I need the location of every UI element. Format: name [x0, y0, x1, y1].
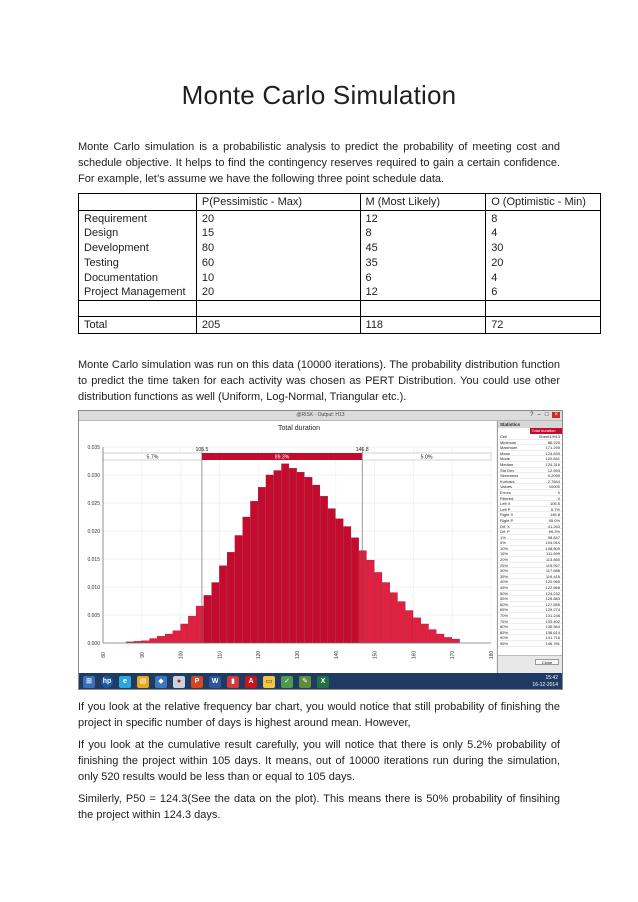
file-explorer-icon[interactable]: ▤ — [137, 676, 149, 688]
histogram-bar — [359, 551, 366, 643]
stats-label: Filtered — [500, 495, 514, 501]
histogram-bar — [219, 566, 226, 643]
table-cell: 20 — [486, 256, 601, 271]
internet-explorer-icon[interactable]: e — [119, 676, 131, 688]
table-cell: 118 — [360, 317, 486, 334]
stats-value: 115.957 — [545, 562, 560, 568]
x-tick-label: 120 — [256, 650, 263, 660]
histogram-bar — [243, 517, 250, 643]
stats-label: Skewness — [500, 473, 519, 479]
y-tick-label: 0.005 — [87, 613, 100, 619]
stats-label: 45% — [500, 585, 509, 591]
stats-label: 30% — [500, 568, 509, 574]
stats-label: 1% — [500, 534, 506, 540]
histogram-bar — [212, 583, 219, 643]
table-cell: 60 — [196, 256, 360, 271]
app-icon[interactable]: ◆ — [155, 676, 167, 688]
stats-label: Median — [500, 461, 514, 467]
table-header-cell: O (Optimistic - Min) — [486, 194, 601, 211]
table-header-cell — [79, 194, 197, 211]
window-titlebar — [79, 411, 562, 421]
histogram-bar — [336, 519, 343, 643]
stats-value: 0.2099 — [547, 473, 560, 479]
stats-label: Cell — [500, 434, 507, 439]
table-cell — [486, 301, 601, 317]
histogram-bar — [157, 636, 164, 643]
word-icon[interactable]: W — [209, 676, 221, 688]
stats-value: 104.914 — [545, 540, 560, 546]
y-tick-label: 0.035 — [87, 445, 100, 451]
stats-title: Statistics — [498, 421, 563, 428]
close-icon[interactable]: × — [554, 412, 558, 418]
powerpoint-icon[interactable]: P — [191, 676, 203, 688]
table-header-cell: M (Most Likely) — [360, 194, 486, 211]
stats-value: 141.716 — [545, 635, 560, 641]
stats-label: Maximum — [500, 445, 518, 451]
y-tick-label: 0.010 — [87, 585, 100, 591]
histogram-bar — [375, 572, 382, 643]
table-header-row — [79, 194, 601, 211]
stats-value: Sheet1!H13 — [538, 434, 560, 439]
minimize-icon[interactable]: – — [537, 412, 545, 418]
x-tick-label: 170 — [450, 650, 457, 660]
stats-value: 124.316 — [545, 461, 560, 467]
stats-label: Values — [500, 484, 512, 490]
stats-value: 125.883 — [545, 596, 560, 602]
stats-value: 98.847 — [547, 534, 560, 540]
table-cell: Documentation — [79, 271, 197, 286]
histogram-bar — [204, 595, 211, 643]
stats-label: Mode — [500, 456, 511, 462]
right-pct-label: 5.0% — [420, 454, 433, 461]
table-row — [79, 271, 601, 286]
table-cell: Requirement — [79, 211, 197, 226]
table-cell: 20 — [196, 286, 360, 301]
stats-value: 122.568 — [545, 585, 560, 591]
stats-label: Right P — [500, 517, 514, 523]
table-row — [79, 241, 601, 256]
risk-screenshot — [78, 410, 563, 690]
stats-value: 111.699 — [546, 551, 560, 557]
stats-label: 55% — [500, 596, 509, 602]
taskbar-date: 16-12-2014 — [532, 682, 558, 688]
stats-value: 124.833 — [545, 450, 560, 456]
table-cell: 8 — [486, 211, 601, 226]
stats-value: 86.220 — [547, 439, 560, 445]
stats-value: 133.402 — [545, 618, 560, 624]
histogram-bar — [351, 538, 358, 643]
maximize-icon[interactable]: □ — [544, 412, 553, 418]
histogram-bar — [452, 639, 459, 643]
help-icon[interactable]: ? — [530, 412, 538, 418]
table-row — [79, 286, 601, 301]
stats-value: 41.263 — [547, 523, 560, 529]
histogram-bar — [413, 618, 420, 643]
table-blank-row — [79, 301, 601, 317]
table-cell: Development — [79, 241, 197, 256]
histogram-bar — [274, 471, 281, 643]
app-green-icon[interactable]: ✓ — [281, 676, 293, 688]
x-tick-label: 150 — [372, 650, 379, 660]
stats-label: 95% — [500, 640, 509, 646]
table-cell: 6 — [486, 286, 601, 301]
stats-value: 120.965 — [545, 579, 560, 585]
table-cell — [79, 301, 197, 317]
chrome-icon[interactable]: ● — [173, 676, 185, 688]
stats-value: 12.593 — [547, 467, 560, 473]
stats-value: 105.5 — [549, 501, 560, 507]
stats-value: 131.248 — [545, 613, 560, 618]
stats-label: 65% — [500, 607, 509, 613]
histogram-bar — [328, 509, 335, 643]
window-controls[interactable] — [530, 412, 560, 418]
stats-buttons — [498, 655, 563, 673]
stats-value: 119.415 — [545, 573, 560, 579]
stats-value: 108.809 — [545, 545, 560, 551]
histogram-bar — [297, 472, 304, 643]
close-button[interactable]: Close — [535, 659, 559, 665]
table-cell: 10 — [196, 271, 360, 286]
y-tick-label: 0.020 — [87, 529, 100, 535]
histogram-bar — [429, 630, 436, 643]
stats-label: 25% — [500, 562, 509, 568]
table-cell: 30 — [486, 241, 601, 256]
folder-icon[interactable]: ▭ — [263, 676, 275, 688]
cumulative-paragraph: If you look at the cumulative result carefully, you will notice that there is only 5.2% probability of finishing the project within 105 days. It means, out of 10000 iterations run during the simulation, only 520 results would be less than or equal to 105 days. — [78, 739, 560, 783]
stats-label: Kurtosis — [500, 478, 515, 484]
stats-label: Dif. X — [500, 523, 510, 529]
histogram-bar — [398, 602, 405, 643]
histogram-bar — [367, 560, 374, 643]
stats-value: 5.7% — [550, 506, 560, 512]
stats-label: Errors — [500, 489, 511, 495]
stats-label: 35% — [500, 573, 509, 579]
stats-value: 95.0% — [548, 517, 560, 523]
histogram-bar — [289, 468, 296, 643]
stats-label: 50% — [500, 590, 509, 596]
stats-value: 113.850 — [545, 557, 560, 563]
histogram-bar — [305, 477, 312, 643]
x-tick-label: 160 — [411, 650, 418, 660]
chart-bars — [126, 464, 459, 643]
x-tick-label: 110 — [217, 651, 224, 659]
stats-label: 90% — [500, 635, 509, 641]
frequency-paragraph: If you look at the relative frequency bar chart, you would notice that still probability of finishing the project in specific number of days is highest around mean. However, — [78, 701, 560, 729]
table-cell: Testing — [79, 256, 197, 271]
histogram-bar — [266, 475, 273, 643]
histogram-bar — [437, 634, 444, 643]
histogram-bar — [281, 464, 288, 643]
stats-row — [498, 641, 563, 647]
stats-value: 10000 — [548, 484, 560, 490]
windows-start-icon[interactable]: ⊞ — [83, 676, 95, 688]
table-cell: 20 — [196, 211, 360, 226]
table-cell: 12 — [360, 211, 486, 226]
histogram-bar — [382, 583, 389, 643]
stats-label: Mean — [500, 450, 511, 456]
histogram-bar — [258, 487, 265, 643]
intro-paragraph: Monte Carlo simulation is a probabilistic analysis to predict the probability of meeting cost and schedule objective. It helps to find the contingency reserves required to gain a certain confidence. For example, let’s assume we have the following three point schedule data. — [78, 141, 560, 185]
table-total-row — [79, 317, 601, 334]
stats-value: 138.614 — [545, 629, 560, 635]
table-cell: Total — [79, 317, 197, 334]
left-pct-label: 5.7% — [146, 454, 159, 461]
stats-label: 60% — [500, 601, 509, 607]
histogram-bar — [421, 624, 428, 643]
table-cell — [196, 301, 360, 317]
statistics-pane — [497, 421, 563, 673]
histogram-bar — [313, 485, 320, 643]
table-cell: 15 — [196, 226, 360, 241]
stats-value: 117.688 — [545, 568, 560, 574]
stats-table — [498, 434, 563, 647]
table-cell: 80 — [196, 241, 360, 256]
x-tick-label: 100 — [178, 650, 185, 660]
taskbar-clock[interactable] — [532, 675, 558, 689]
histogram-bar — [227, 552, 234, 643]
stats-label: Minimum — [500, 439, 517, 445]
table-cell: 205 — [196, 317, 360, 334]
simulation-paragraph: Monte Carlo simulation was run on this data (10000 iterations). The probability distribution function to predict the time taken for each activity was chosen as PERT Distribution. You could use other distribution functions as well (Uniform, Log-Normal, Triangular etc.). — [78, 359, 560, 403]
windows-taskbar — [79, 673, 562, 690]
hp-icon[interactable]: hp — [101, 676, 113, 688]
table-cell: 4 — [486, 271, 601, 286]
stats-value: 0 — [557, 495, 560, 501]
app-green-icon-2[interactable]: ✎ — [299, 676, 311, 688]
stats-label: 70% — [500, 613, 509, 618]
table-header-cell: P(Pessimistic - Max) — [196, 194, 360, 211]
stats-label: 85% — [500, 629, 509, 635]
stats-label: 40% — [500, 579, 509, 585]
stats-value: 89.3% — [548, 529, 560, 535]
histogram-bar — [188, 616, 195, 643]
stats-value: 135.564 — [545, 624, 560, 630]
y-tick-label: 0.030 — [87, 473, 100, 479]
page-title: Monte Carlo Simulation — [181, 80, 457, 110]
y-tick-label: 0.025 — [87, 501, 100, 507]
x-tick-label: 80 — [101, 652, 107, 658]
table-row — [79, 211, 601, 226]
histogram-bar — [196, 606, 203, 643]
table-cell: 6 — [360, 271, 486, 286]
left-x-label: 105.5 — [195, 447, 209, 453]
stats-label: 10% — [500, 545, 509, 551]
stats-value: 124.232 — [545, 590, 560, 596]
stats-label: 80% — [500, 624, 509, 630]
mid-pct-label: 89.3% — [274, 454, 290, 461]
table-cell: 45 — [360, 241, 486, 256]
stats-label: Left P — [500, 506, 511, 512]
taskbar-time: 15:42 — [545, 675, 558, 681]
right-x-label: 146.8 — [355, 447, 369, 453]
histogram-bar — [181, 624, 188, 643]
stats-value: 171.295 — [545, 445, 560, 451]
histogram-bar — [165, 634, 172, 643]
stats-value: 0 — [557, 489, 560, 495]
stats-label: 15% — [500, 551, 509, 557]
window-title: @RISK - Output: H13 — [296, 412, 345, 418]
histogram-bar — [344, 527, 351, 643]
y-tick-label: 0.000 — [87, 641, 100, 647]
stats-value: 120.841 — [545, 456, 560, 462]
histogram-bar — [390, 593, 397, 643]
table-row — [79, 226, 601, 241]
stats-label: 75% — [500, 618, 509, 624]
stats-label: Left X — [500, 501, 511, 507]
table-cell — [360, 301, 486, 317]
x-tick-label: 140 — [333, 650, 340, 660]
stats-label: Std Dev — [500, 467, 515, 473]
histogram-bar — [250, 501, 257, 643]
table-cell: Design — [79, 226, 197, 241]
table-cell: 35 — [360, 256, 486, 271]
excel-icon[interactable]: X — [317, 676, 329, 688]
chart-pane — [79, 421, 496, 673]
histogram-chart — [79, 421, 496, 673]
x-tick-label: 180 — [489, 650, 495, 660]
table-cell: Project Management — [79, 286, 197, 301]
table-row — [79, 256, 601, 271]
table-cell: 12 — [360, 286, 486, 301]
stats-label: 5% — [500, 540, 506, 546]
stats-value: 146.8 — [549, 512, 560, 518]
chart-title: Total duration — [277, 425, 321, 432]
schedule-table — [78, 193, 601, 334]
histogram-bar — [406, 611, 413, 643]
risk-app-icon[interactable]: ▮ — [227, 676, 239, 688]
stats-label: Dif. P — [500, 529, 510, 535]
stats-value: 2.7844 — [547, 478, 560, 484]
table-cell: 4 — [486, 226, 601, 241]
stats-label: Right X — [500, 512, 514, 518]
stats-label: 20% — [500, 557, 509, 563]
histogram-bar — [173, 631, 180, 643]
histogram-bar — [444, 637, 451, 643]
stats-value: 127.555 — [545, 601, 560, 607]
stats-value: 146.781 — [545, 640, 560, 646]
y-tick-label: 0.015 — [87, 557, 100, 563]
stats-value: 129.274 — [545, 607, 560, 613]
histogram-bar — [320, 496, 327, 643]
x-tick-label: 130 — [295, 650, 301, 660]
histogram-bar — [235, 535, 242, 643]
x-tick-label: 90 — [139, 652, 146, 658]
table-cell: 72 — [486, 317, 601, 334]
stats-selected-series[interactable]: Total duration — [530, 428, 564, 434]
p50-paragraph: Similerly, P50 = 124.3(See the data on the plot). This means there is 50% probability of finsihing the project within 124.3 days. — [78, 793, 560, 821]
histogram-bar — [150, 639, 157, 643]
table-cell: 8 — [360, 226, 486, 241]
acrobat-icon[interactable]: A — [245, 676, 257, 688]
